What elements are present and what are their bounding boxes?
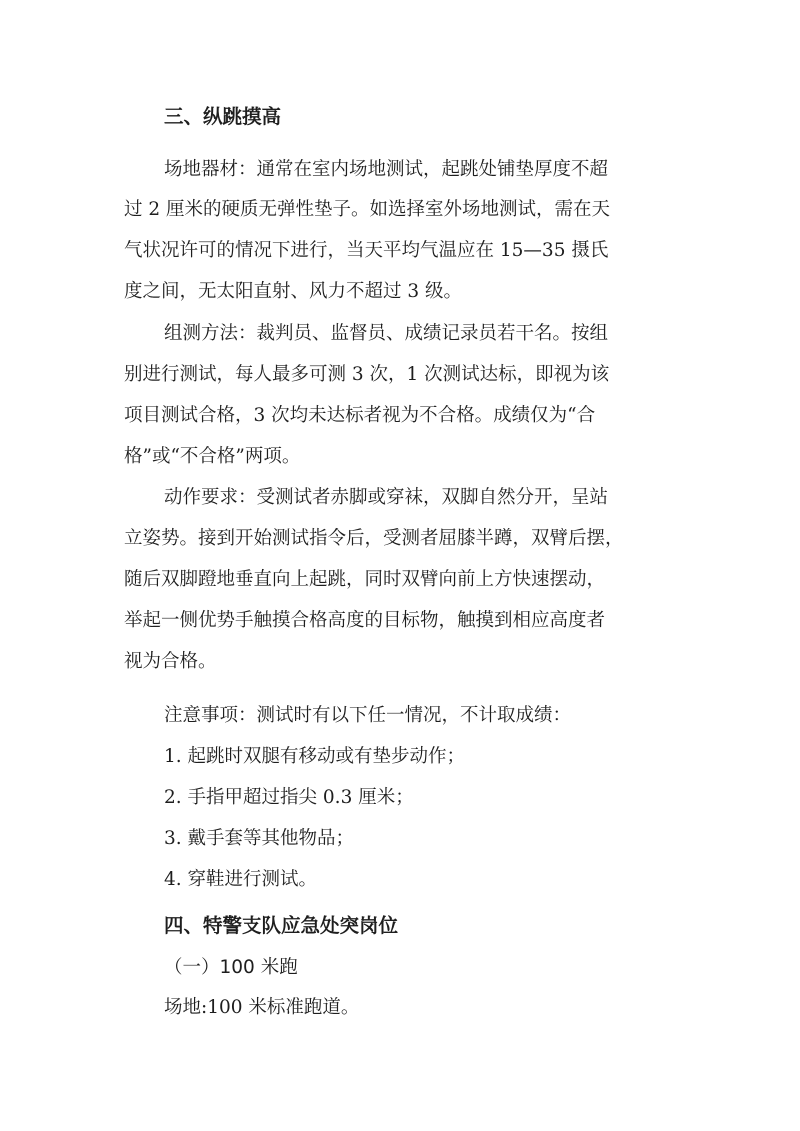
paragraph-line: 别进行测试，每人最多可测 3 次，1 次测试达标，即视为该 <box>124 364 610 385</box>
section-heading: 三、纵跳摸高 <box>164 105 282 128</box>
paragraph-line: 举起一侧优势手触摸合格高度的目标物，触摸到相应高度者 <box>124 610 606 631</box>
paragraph-line: 视为合格。 <box>124 651 217 672</box>
paragraph-line: 动作要求：受测试者赤脚或穿袜，双脚自然分开，呈站 <box>164 487 609 508</box>
paragraph-line: 格”或“不合格”两项。 <box>124 446 301 467</box>
paragraph-line: 项目测试合格，3 次均未达标者视为不合格。成绩仅为“合 <box>124 405 596 426</box>
note-item: 4. 穿鞋进行测试。 <box>164 869 318 890</box>
notes-intro: 注意事项：测试时有以下任一情况，不计取成绩： <box>164 705 572 726</box>
note-item: 3. 戴手套等其他物品； <box>164 828 355 849</box>
paragraph-line: 场地器材：通常在室内场地测试，起跳处铺垫厚度不超 <box>164 159 609 180</box>
paragraph-line: 随后双脚蹬地垂直向上起跳，同时双臂向前上方快速摆动， <box>124 569 606 590</box>
paragraph-line: 场地:100 米标准跑道。 <box>164 997 360 1018</box>
paragraph-line: 过 2 厘米的硬质无弹性垫子。如选择室外场地测试，需在天 <box>124 199 611 220</box>
paragraph-line: 气状况许可的情况下进行，当天平均气温应在 15—35 摄氏 <box>124 240 609 261</box>
paragraph-line: 度之间，无太阳直射、风力不超过 3 级。 <box>124 281 463 302</box>
section-heading: 四、特警支队应急处突岗位 <box>164 914 399 937</box>
note-item: 2. 手指甲超过指尖 0.3 厘米； <box>164 787 414 808</box>
paragraph-line: 立姿势。接到开始测试指令后，受测者屈膝半蹲，双臂后摆， <box>124 528 624 549</box>
paragraph-line: 组测方法：裁判员、监督员、成绩记录员若干名。按组 <box>164 323 609 344</box>
note-item: 1. 起跳时双腿有移动或有垫步动作； <box>164 746 466 767</box>
subsection-heading: （一）100 米跑 <box>164 957 298 978</box>
